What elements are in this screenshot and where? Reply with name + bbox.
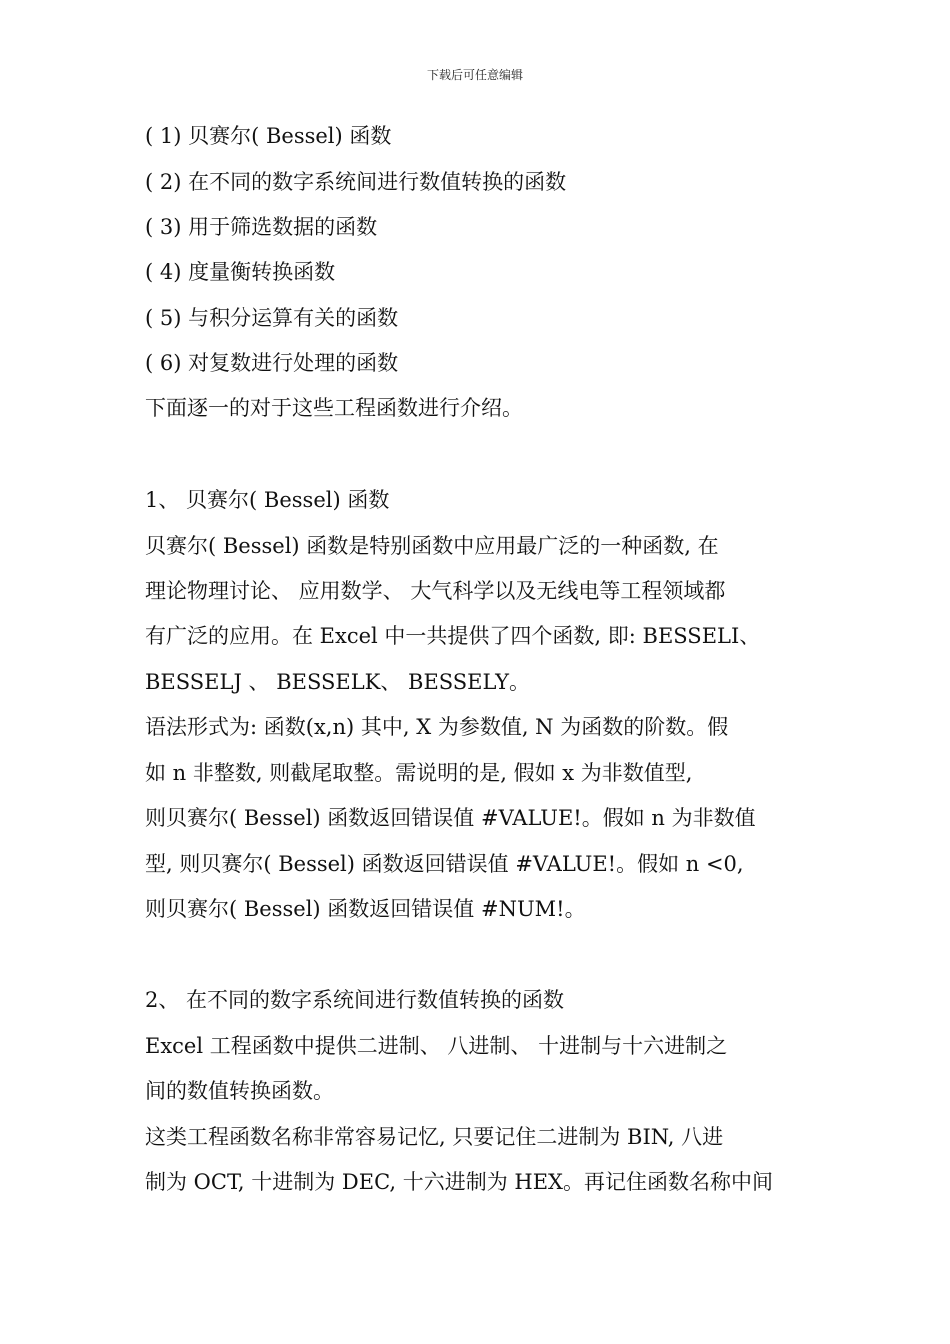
intro-text: 下面逐一的对于这些工程函数进行介绍。 [145, 396, 523, 420]
section-1-paragraph-line: 如 n 非整数, 则截尾取整。需说明的是, 假如 x 为非数值型, [145, 761, 693, 785]
page-header-note: 下载后可任意编辑 [426, 68, 523, 82]
section-1-paragraph-line: 则贝赛尔( Bessel) 函数返回错误值 #NUM!。 [145, 897, 586, 921]
section-1-paragraph-line: 有广泛的应用。在 Excel 中一共提供了四个函数, 即: BESSELI、 [145, 624, 761, 648]
section-1-paragraph-line: 语法形式为: 函数(x,n) 其中, X 为参数值, N 为函数的阶数。假 [145, 715, 729, 739]
section-1-paragraph-line: 则贝赛尔( Bessel) 函数返回错误值 #VALUE!。假如 n 为非数值 [145, 806, 756, 830]
section-1-heading: 1、 贝赛尔( Bessel) 函数 [145, 488, 390, 512]
section-1-paragraph-line: 型, 则贝赛尔( Bessel) 函数返回错误值 #VALUE!。假如 n <0, [145, 852, 744, 876]
list-item: ( 5) 与积分运算有关的函数 [145, 306, 399, 330]
list-item: ( 3) 用于筛选数据的函数 [145, 215, 378, 239]
list-item: ( 2) 在不同的数字系统间进行数值转换的函数 [145, 170, 567, 194]
section-2-paragraph-line: 制为 OCT, 十进制为 DEC, 十六进制为 HEX。再记住函数名称中间 [145, 1170, 774, 1194]
section-1-paragraph-line: 理论物理讨论、 应用数学、 大气科学以及无线电等工程领域都 [145, 579, 726, 603]
section-2-heading: 2、 在不同的数字系统间进行数值转换的函数 [145, 988, 565, 1012]
section-2-paragraph-line: Excel 工程函数中提供二进制、 八进制、 十进制与十六进制之 [145, 1034, 728, 1058]
list-item: ( 1) 贝赛尔( Bessel) 函数 [145, 124, 392, 148]
list-item: ( 4) 度量衡转换函数 [145, 260, 336, 284]
section-2-paragraph-line: 这类工程函数名称非常容易记忆, 只要记住二进制为 BIN, 八进 [145, 1125, 724, 1149]
section-2-paragraph-line: 间的数值转换函数。 [145, 1079, 334, 1103]
list-item: ( 6) 对复数进行处理的函数 [145, 351, 399, 375]
section-1-paragraph-line: 贝赛尔( Bessel) 函数是特别函数中应用最广泛的一种函数, 在 [145, 534, 719, 558]
section-1-paragraph-line: BESSELJ 、 BESSELK、 BESSELY。 [145, 670, 530, 694]
